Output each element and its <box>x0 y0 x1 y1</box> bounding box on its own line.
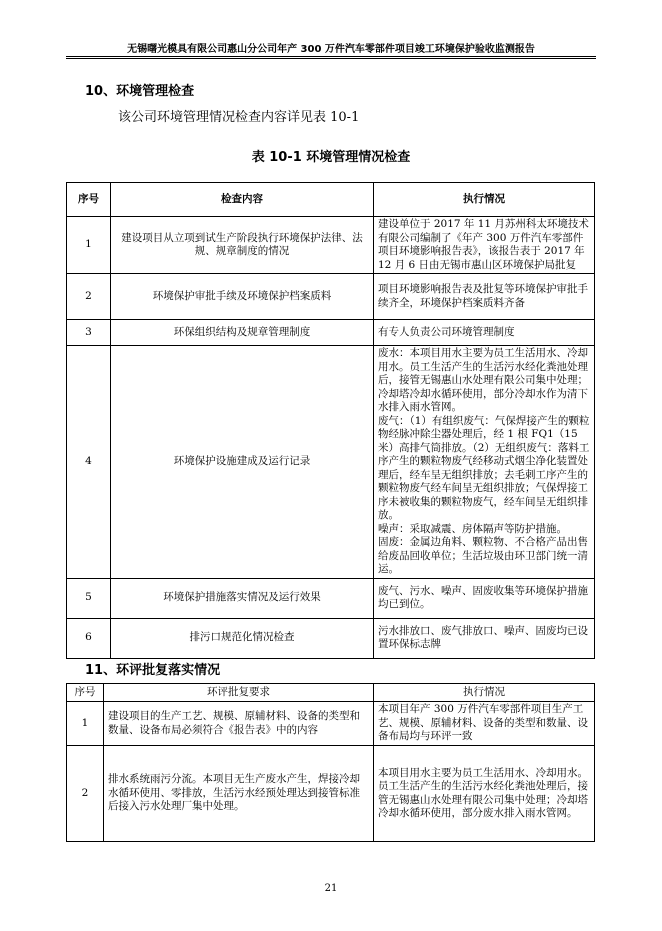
table-row <box>67 746 595 842</box>
check-item: 环境保护措施落实情况及运行效果 <box>111 578 374 618</box>
table-row <box>67 618 595 658</box>
execution-status: 本项目用水主要为员工生活用水、冷却用水。员工生活产生的生活污水经化粪池处理后，接管无锡惠山水处理有限公司集中处理；冷却塔冷却水循环使用，部分废水排入雨水管网。 <box>374 746 595 842</box>
row-number: 4 <box>67 346 111 579</box>
row-number: 2 <box>67 746 104 842</box>
row-number: 1 <box>67 702 104 746</box>
header-status: 执行情况 <box>374 684 595 702</box>
execution-status: 本项目年产 300 万件汽车零部件项目生产工艺、规模、原辅材料、设备的类型和数量、设备布局均与环评一致 <box>374 702 595 746</box>
header-no <box>67 183 111 217</box>
execution-status: 废气、污水、噪声、固废收集等环境保护措施均已到位。 <box>374 578 595 618</box>
header-item: 检查内容 <box>111 183 374 217</box>
section-10-title: 10、环境管理检查 <box>85 84 195 99</box>
header-rule-secondary <box>66 58 596 59</box>
section-11-title: 11、环评批复落实情况 <box>85 663 221 678</box>
header-rule <box>66 56 596 57</box>
check-item: 环保组织结构及规章管理制度 <box>111 320 374 346</box>
header-status: 执行情况 <box>374 183 595 217</box>
page-number: 21 <box>324 883 338 894</box>
check-item: 环境保护设施建成及运行记录 <box>111 346 374 579</box>
section-10-intro: 该公司环境管理情况检查内容详见表 10-1 <box>118 110 360 125</box>
row-number: 6 <box>67 618 111 658</box>
table-10-1-caption: 表 10-1 环境管理情况检查 <box>251 150 411 165</box>
report-header: 无锡曙光模具有限公司惠山分公司年产 300 万件汽车零部件项目竣工环境保护验收监测报告 <box>127 44 535 55</box>
table-row <box>67 702 595 746</box>
check-item: 环境保护审批手续及环境保护档案质料 <box>111 274 374 320</box>
execution-status: 污水排放口、废气排放口、噪声、固废均已设置环保标志牌 <box>374 618 595 658</box>
check-item: 建设项目从立项到试生产阶段执行环境保护法律、法规、规章制度的情况 <box>111 217 374 274</box>
environment-management-table <box>66 182 595 659</box>
row-number: 2 <box>67 274 111 320</box>
execution-status: 建设单位于 2017 年 11 月苏州科太环境技术有限公司编制了《年产 300 万件汽车零部件项目环境影响报告表》，该报告表于 2017 年 12 月 6 日由无锡市惠山区环境保护局批复 <box>374 217 595 274</box>
approval-requirement: 排水系统雨污分流。本项目无生产废水产生，焊接冷却水循环使用、零排放，生活污水经预处理达到接管标准后接入污水处理厂集中处理。 <box>104 746 374 842</box>
row-number: 3 <box>67 320 111 346</box>
execution-status: 有专人负责公司环境管理制度 <box>374 320 595 346</box>
approval-requirement: 建设项目的生产工艺、规模、原辅材料、设备的类型和数量、设备布局必须符合《报告表》中的内容 <box>104 702 374 746</box>
eia-approval-table <box>66 683 595 842</box>
table-row <box>67 274 595 320</box>
table-row <box>67 578 595 618</box>
header-no-text: 序号 <box>78 192 99 205</box>
execution-status: 项目环境影响报告表及批复等环境保护审批手续齐全，环境保护档案质料齐备 <box>374 274 595 320</box>
header-no: 序号 <box>67 684 104 702</box>
row-number: 5 <box>67 578 111 618</box>
table-row <box>67 346 595 579</box>
check-item: 排污口规范化情况检查 <box>111 618 374 658</box>
header-req: 环评批复要求 <box>104 684 374 702</box>
table-row <box>67 217 595 274</box>
row-number: 1 <box>67 217 111 274</box>
execution-status: 废水：本项目用水主要为员工生活用水、冷却用水。员工生活产生的生活污水经化粪池处理后，接管无锡惠山水处理有限公司集中处理；冷却塔冷却水循环使用，部分冷却水作为清下水排入雨水管网。 废气：（1）有组织废气：气保焊接产生的颗粒物经脉冲除尘器处理后，经 1 根 FQ1（15 米）高排气筒排放。（2）无组织废气：落料工序产生的颗粒物废气经移动式烟尘净化装置处理后，经车呈无组织排放；去毛刺工序产生的颗粒物废气经车间呈无组织排放；气保焊接工序未被收集的颗粒物废气，经车间呈无组织排放。 噪声：采取减震、房体隔声等防护措施。 固废：金属边角料、颗粒物、不合格产品出售给废品回收单位；生活垃圾由环卫部门统一清运。 <box>374 346 595 579</box>
table-row <box>67 320 595 346</box>
